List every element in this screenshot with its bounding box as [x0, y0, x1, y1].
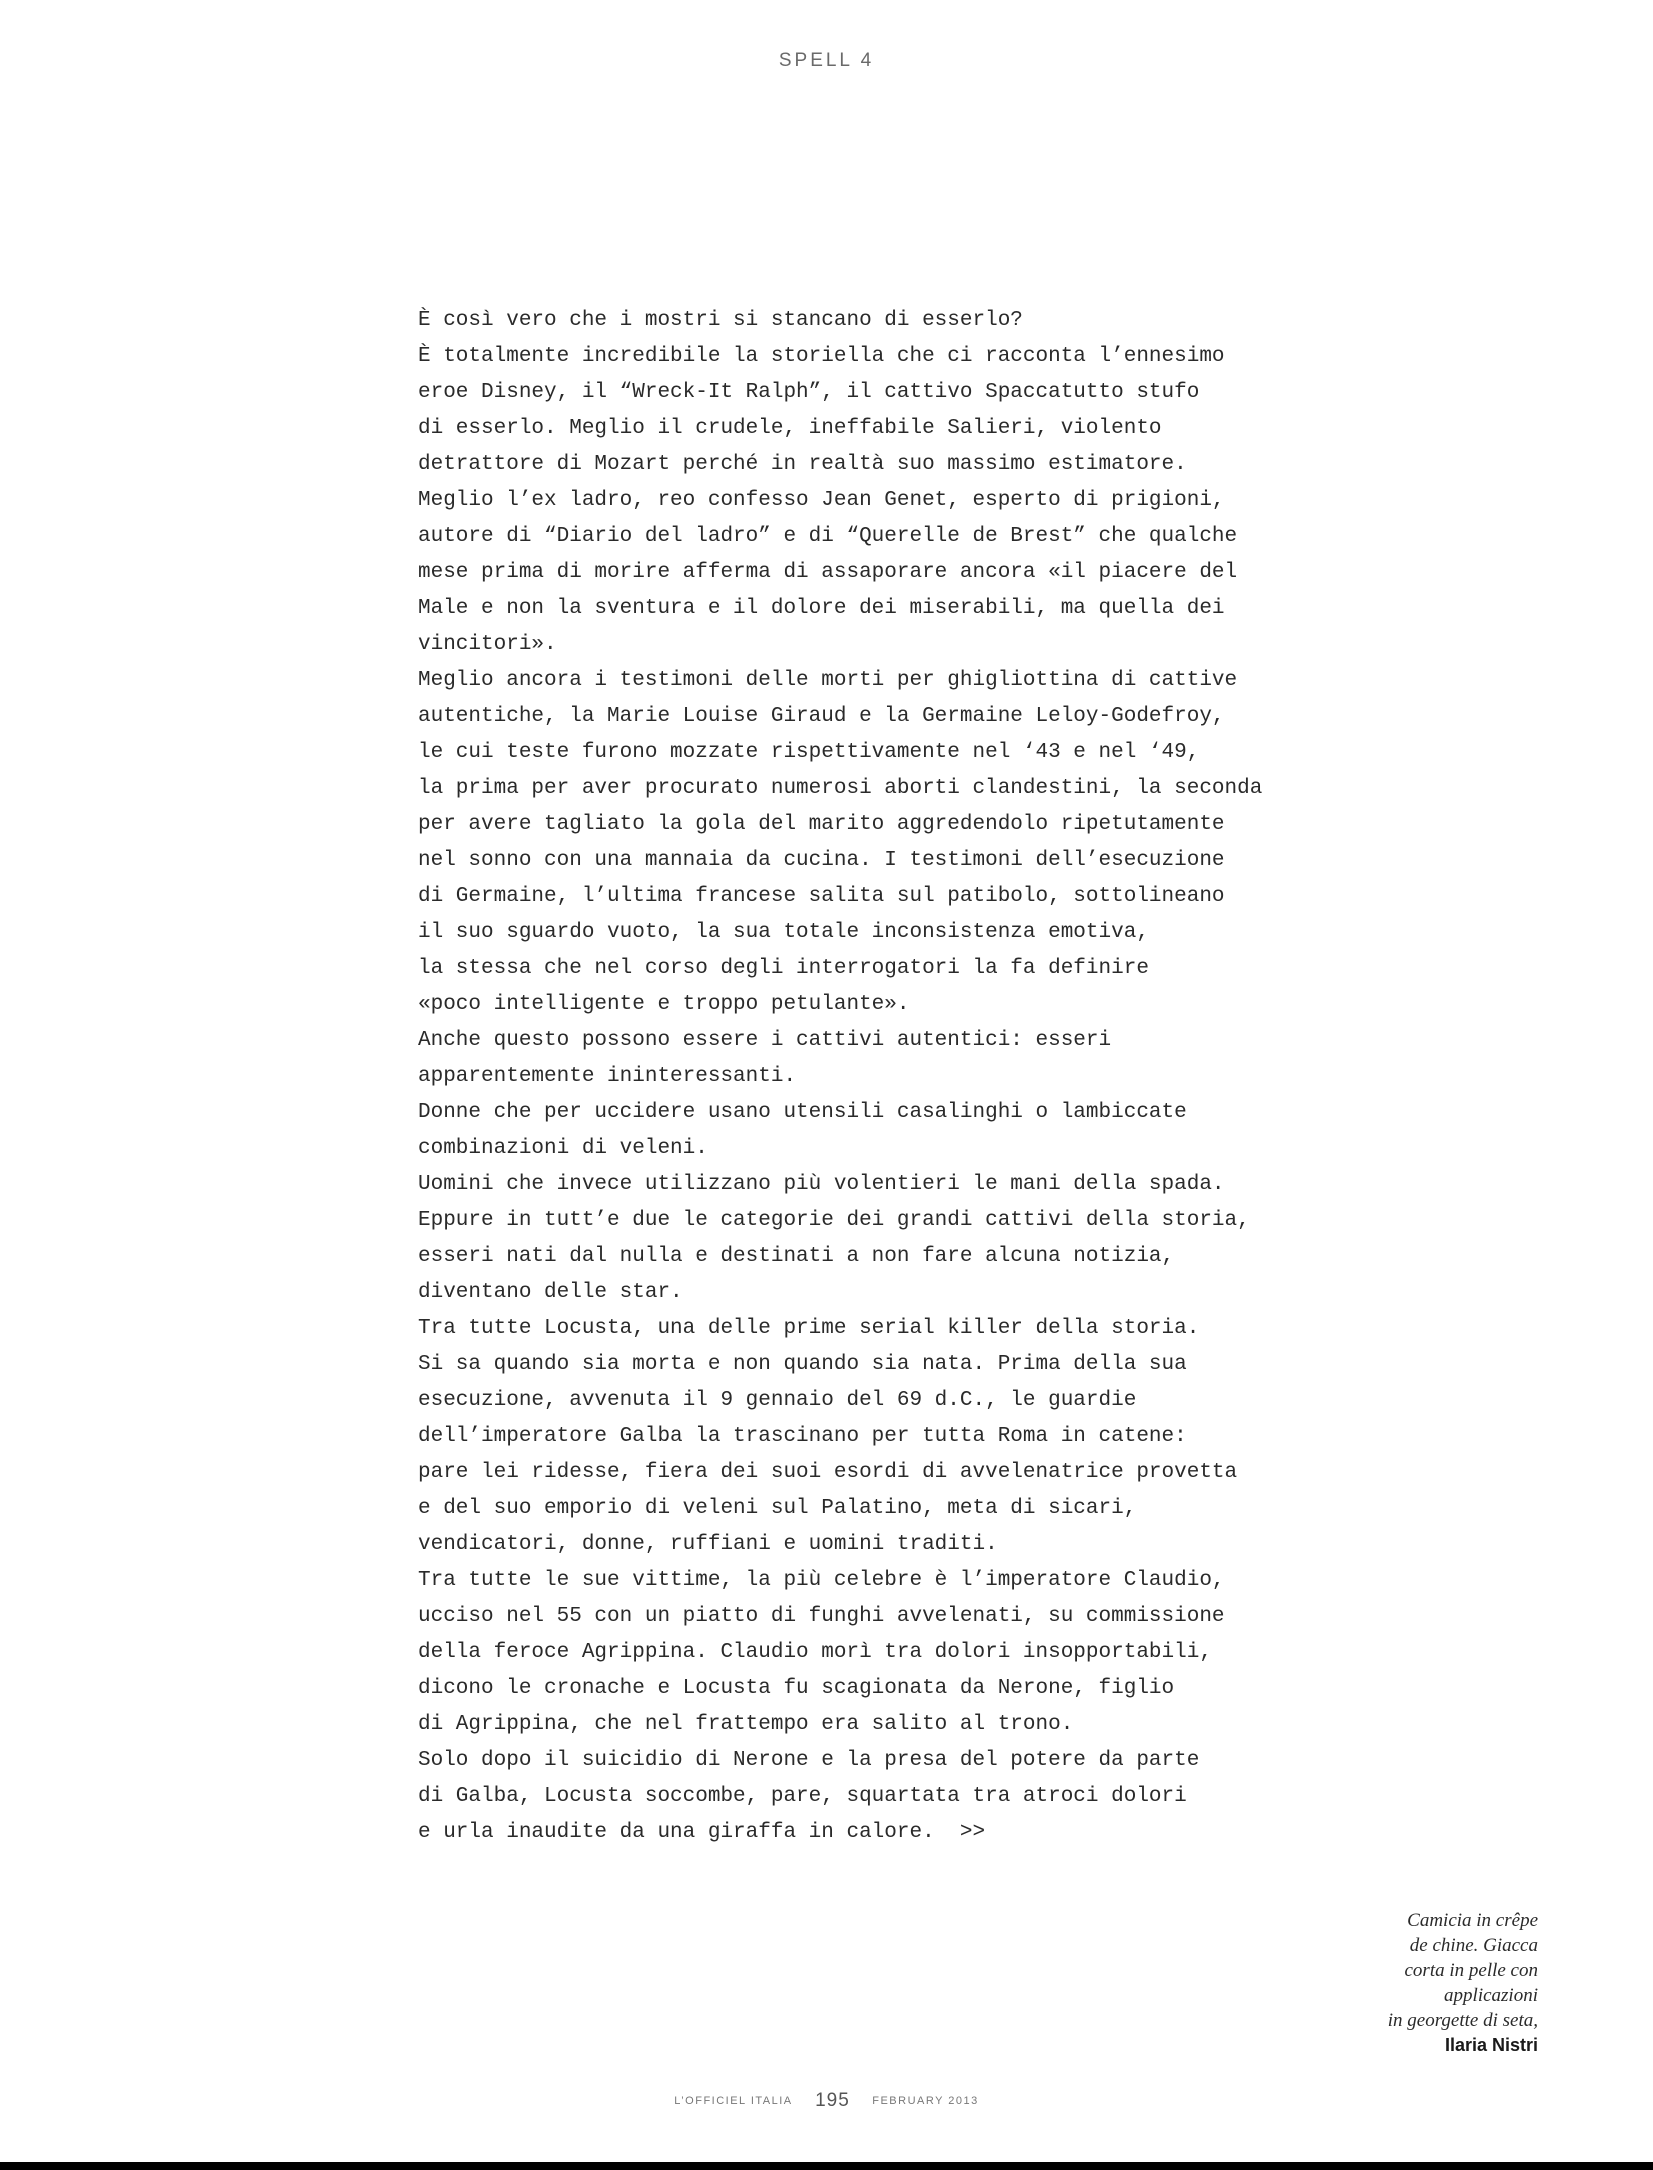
article-line: detrattore di Mozart perché in realtà suo massimo estimatore.: [418, 453, 1187, 476]
article-line: di Agrippina, che nel frattempo era salito al trono.: [418, 1713, 1074, 1736]
article-line: «poco intelligente e troppo petulante».: [418, 993, 910, 1016]
article-line: apparentemente ininteressanti.: [418, 1065, 797, 1088]
article-line: della feroce Agrippina. Claudio morì tra dolori insopportabili,: [418, 1641, 1212, 1664]
article-line: Meglio ancora i testimoni delle morti per ghigliottina di cattive: [418, 669, 1238, 692]
article-line: eroe Disney, il “Wreck-It Ralph”, il cattivo Spaccatutto stufo: [418, 381, 1200, 404]
article-line: nel sonno con una mannaia da cucina. I testimoni dell’esecuzione: [418, 849, 1225, 872]
caption-line: de chine. Giacca: [1409, 1935, 1538, 1956]
article-line: esseri nati dal nulla e destinati a non fare alcuna notizia,: [418, 1245, 1175, 1268]
article-line: esecuzione, avvenuta il 9 gennaio del 69 d.C., le guardie: [418, 1389, 1137, 1412]
article-line: Anche questo possono essere i cattivi autentici: esseri: [418, 1029, 1112, 1052]
article-line: diventano delle star.: [418, 1281, 683, 1304]
article-line: È così vero che i mostri si stancano di esserlo?: [418, 309, 1023, 332]
caption-line: Camicia in crêpe: [1407, 1910, 1538, 1931]
article-line: È totalmente incredibile la storiella che ci racconta l’ennesimo: [418, 345, 1225, 368]
article-line: di esserlo. Meglio il crudele, ineffabile Salieri, violento: [418, 417, 1162, 440]
article-line: Tra tutte Locusta, una delle prime serial killer della storia.: [418, 1317, 1200, 1340]
article-line: di Galba, Locusta soccombe, pare, squartata tra atroci dolori: [418, 1785, 1187, 1808]
article-line: di Germaine, l’ultima francese salita sul patibolo, sottolineano: [418, 885, 1225, 908]
section-header: SPELL 4: [778, 50, 875, 71]
article-line: Meglio l’ex ladro, reo confesso Jean Genet, esperto di prigioni,: [418, 489, 1225, 512]
caption-line: applicazioni: [1444, 1985, 1538, 2006]
footer-page-number: 195: [815, 2090, 850, 2111]
article-line: pare lei ridesse, fiera dei suoi esordi di avvelenatrice provetta: [418, 1461, 1238, 1484]
article-line: e urla inaudite da una giraffa in calore. >>: [418, 1821, 986, 1844]
article-line: per avere tagliato la gola del marito aggredendolo ripetutamente: [418, 813, 1225, 836]
article-line: autentiche, la Marie Louise Giraud e la Germaine Leloy-Godefroy,: [418, 705, 1225, 728]
article-line: Solo dopo il suicidio di Nerone e la presa del potere da parte: [418, 1749, 1200, 1772]
article-line: combinazioni di veleni.: [418, 1137, 708, 1160]
article-line: Uomini che invece utilizzano più volentieri le mani della spada.: [418, 1173, 1225, 1196]
article-line: autore di “Diario del ladro” e di “Querelle de Brest” che qualche: [418, 525, 1238, 548]
article-line: Donne che per uccidere usano utensili casalinghi o lambiccate: [418, 1101, 1187, 1124]
article-line: il suo sguardo vuoto, la sua totale inconsistenza emotiva,: [418, 921, 1149, 944]
article-line: e del suo emporio di veleni sul Palatino, meta di sicari,: [418, 1497, 1137, 1520]
article-line: Tra tutte le sue vittime, la più celebre è l’imperatore Claudio,: [418, 1569, 1225, 1592]
article-line: dell’imperatore Galba la trascinano per tutta Roma in catene:: [418, 1425, 1187, 1448]
article-line: Male e non la sventura e il dolore dei miserabili, ma quella dei: [418, 597, 1225, 620]
footer-issue-date: FEBRUARY 2013: [872, 2095, 979, 2107]
article-line: Si sa quando sia morta e non quando sia nata. Prima della sua: [418, 1353, 1187, 1376]
caption-credit: Ilaria Nistri: [1444, 2035, 1538, 2055]
article-line: vendicatori, donne, ruffiani e uomini traditi.: [418, 1533, 998, 1556]
article-line: vincitori».: [418, 633, 557, 656]
article-line: la prima per aver procurato numerosi aborti clandestini, la seconda: [418, 777, 1263, 800]
footer-magazine-name: L’OFFICIEL ITALIA: [674, 2095, 793, 2107]
article-line: dicono le cronache e Locusta fu scagionata da Nerone, figlio: [418, 1677, 1175, 1700]
article-line: mese prima di morire afferma di assaporare ancora «il piacere del: [418, 561, 1238, 584]
article-body: [418, 303, 1298, 1851]
article-line: le cui teste furono mozzate rispettivamente nel ‘43 e nel ‘49,: [418, 741, 1200, 764]
article-line: Eppure in tutt’e due le categorie dei grandi cattivi della storia,: [418, 1209, 1250, 1232]
article-line: ucciso nel 55 con un piatto di funghi avvelenati, su commissione: [418, 1605, 1225, 1628]
article-line: la stessa che nel corso degli interrogatori la fa definire: [418, 957, 1149, 980]
photo-caption: [1278, 1908, 1538, 2058]
bottom-border-bar: [0, 2162, 1653, 2170]
caption-line: in georgette di seta,: [1387, 2010, 1538, 2031]
caption-line: corta in pelle con: [1404, 1960, 1538, 1981]
page-footer: [0, 2090, 1653, 2112]
